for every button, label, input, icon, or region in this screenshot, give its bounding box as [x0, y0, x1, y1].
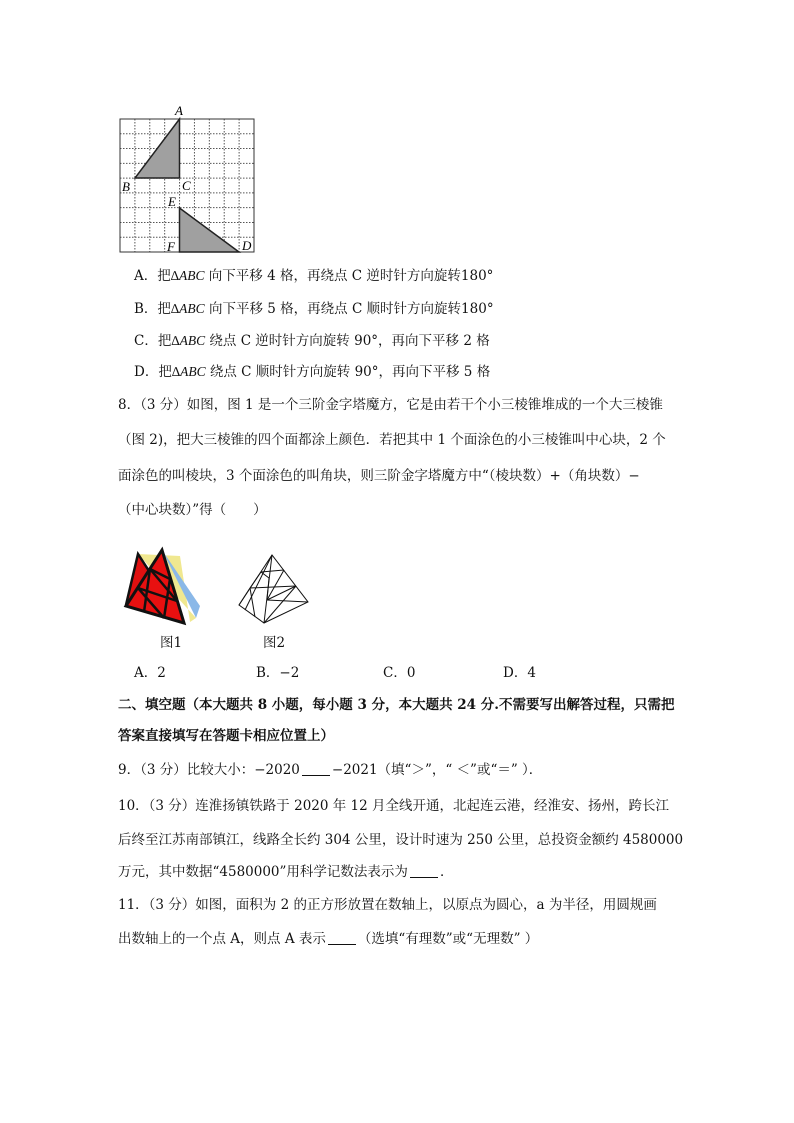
section-heading: 答案直接填写在答题卡相应位置上）	[118, 728, 334, 744]
q11-line: 11．（3 分）如图，面积为 2 的正方形放置在数轴上，以原点为圆心，a 为半径，用圆规画	[118, 897, 657, 913]
section-heading: 二、填空题（本大题共 8 小题，每小题 3 分，本大题共 24 分.不需要写出解答过程，只需把	[118, 697, 675, 713]
q7-option-d	[134, 362, 490, 382]
q10-line: 10．（3 分）连淮扬镇铁路于 2020 年 12 月全线开通，北起连云港，经淮安、扬州，跨长江	[118, 798, 670, 814]
q10-text: ．	[439, 864, 454, 880]
q8-line: 8．（3 分）如图，图 1 是一个三阶金字塔魔方，它是由若干个小三棱锥堆成的一个大三棱锥	[118, 397, 663, 413]
label-a: A	[175, 103, 183, 118]
option-tri: ∆ABC	[171, 364, 206, 379]
option-pre: 把	[157, 301, 171, 317]
option-letter: B．	[134, 301, 158, 317]
q10-text: 万元，其中数据“4580000”用科学记数法表示为	[118, 864, 408, 880]
answer-blank	[410, 863, 438, 878]
label-c: C	[182, 178, 191, 193]
pyraminx-photo	[122, 540, 202, 632]
option-pre: 把	[157, 333, 172, 349]
q9-text: 9．（3 分）比较大小：−2020	[118, 762, 300, 778]
pyramid-wireframe	[236, 550, 326, 635]
q8-option-c: C．0	[383, 665, 416, 681]
option-letter: D．	[134, 364, 159, 380]
option-tri: ∆ABC	[170, 301, 205, 316]
option-letter: C．	[134, 333, 158, 349]
q7-option-a	[134, 266, 493, 286]
q8-option-d: D．4	[503, 665, 536, 681]
q9-text: −2021（填“＞”，“ ＜”或“＝” ）．	[331, 762, 543, 778]
option-text: 向下平移 4 格，再绕点 C 逆时针方向旋转180°	[204, 268, 494, 284]
q11-text: （选填“有理数”或“无理数” ）	[357, 931, 539, 947]
label-d: D	[242, 238, 252, 253]
q7-option-c	[134, 331, 490, 351]
option-letter: A．	[134, 268, 158, 284]
option-text: 绕点 C 逆时针方向旋转 90°，再向下平移 2 格	[205, 333, 490, 349]
q8-option-b: B．−2	[256, 665, 300, 681]
fig2-caption: 图2	[263, 635, 286, 651]
q11-line	[118, 929, 538, 949]
option-pre: 把	[157, 268, 171, 284]
fig1-caption: 图1	[160, 635, 183, 651]
q10-line	[118, 862, 453, 882]
q8-option-a: A．2	[134, 665, 166, 681]
option-pre: 把	[158, 364, 172, 380]
q8-line: 面涂色的叫棱块，3 个面涂色的叫角块，则三阶金字塔魔方中“（棱块数）+（角块数）−	[118, 468, 640, 484]
question-9	[118, 760, 542, 780]
q8-line: （中心块数）”得（ ）	[118, 502, 267, 518]
triangle-efd	[180, 208, 240, 252]
label-f: F	[167, 239, 175, 254]
answer-blank	[328, 930, 356, 945]
q7-option-b	[134, 299, 494, 319]
grid-triangle-figure	[110, 100, 270, 260]
option-text: 向下平移 5 格，再绕点 C 顺时针方向旋转180°	[204, 301, 494, 317]
option-tri: ∆ABC	[171, 333, 206, 348]
q11-text: 出数轴上的一个点 A，则点 A 表示	[118, 931, 326, 947]
q10-line: 后终至江苏南部镇江，线路全长约 304 公里，设计时速为 250 公里，总投资金额约 4580000	[118, 832, 684, 848]
answer-blank	[302, 761, 330, 776]
option-tri: ∆ABC	[170, 268, 205, 283]
label-e: E	[168, 194, 176, 209]
option-text: 绕点 C 顺时针方向旋转 90°，再向下平移 5 格	[205, 364, 491, 380]
q8-line: （图 2)，把大三棱锥的四个面都涂上颜色．若把其中 1 个面涂色的小三棱锥叫中心块，2 个	[118, 432, 666, 448]
label-b: B	[122, 179, 130, 194]
